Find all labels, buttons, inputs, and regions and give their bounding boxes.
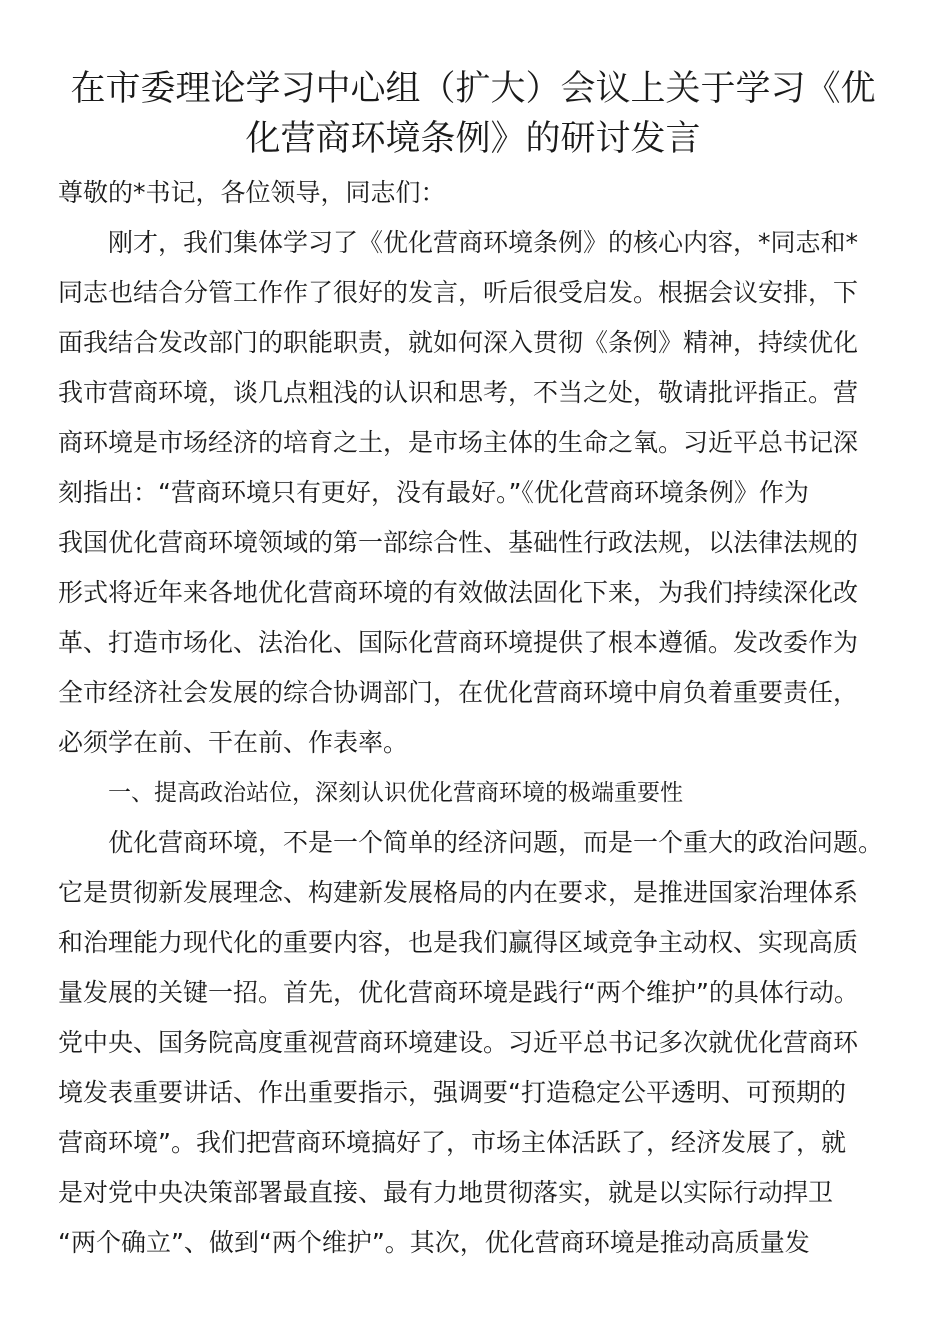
text-line: 我国优化营商环境领域的第一部综合性、基础性行政法规，以法律法规的 [58, 528, 859, 557]
salutation: 尊敬的*书记，各位领导，同志们： [58, 178, 446, 207]
section-heading: 一、提高政治站位，深刻认识优化营商环境的极端重要性 [108, 780, 683, 806]
text-line: 营商环境”。我们把营商环境搞好了，市场主体活跃了，经济发展了，就 [58, 1128, 846, 1157]
text-line: 优化营商环境，不是一个简单的经济问题，而是一个重大的政治问题。 [108, 828, 884, 857]
text-line: 和治理能力现代化的重要内容，也是我们赢得区域竞争主动权、实现高质 [58, 928, 859, 957]
text-line: 必须学在前、干在前、作表率。 [58, 728, 409, 757]
document-title [58, 64, 888, 164]
text-line: 是对党中央决策部署最直接、最有力地贯彻落实，就是以实际行动捍卫 [58, 1178, 834, 1207]
text-line: 我市营商环境，谈几点粗浅的认识和思考，不当之处，敬请批评指正。营 [58, 378, 859, 407]
text-line: 面我结合发改部门的职能职责，就如何深入贯彻《条例》精神，持续优化 [58, 328, 859, 357]
text-line: 它是贯彻新发展理念、构建新发展格局的内在要求，是推进国家治理体系 [58, 878, 859, 907]
document-body [58, 168, 888, 1268]
text-line: 刻指出：“营商环境只有更好，没有最好。”《优化营商环境条例》作为 [58, 478, 809, 507]
title-line-2: 化营商环境条例》的研讨发言 [245, 119, 701, 159]
text-line: 量发展的关键一招。首先，优化营商环境是践行“两个维护”的具体行动。 [58, 978, 859, 1007]
text-line: 刚才，我们集体学习了《优化营商环境条例》的核心内容，*同志和* [108, 228, 859, 257]
text-line: 商环境是市场经济的培育之土，是市场主体的生命之氧。习近平总书记深 [58, 428, 859, 457]
text-line: 同志也结合分管工作作了很好的发言，听后很受启发。根据会议安排，下 [58, 278, 859, 307]
text-line: 革、打造市场化、法治化、国际化营商环境提供了根本遵循。发改委作为 [58, 628, 859, 657]
text-line: 党中央、国务院高度重视营商环境建设。习近平总书记多次就优化营商环 [58, 1028, 859, 1057]
text-line: “两个确立”、做到“两个维护”。其次，优化营商环境是推动高质量发 [58, 1228, 810, 1257]
text-line: 全市经济社会发展的综合协调部门，在优化营商环境中肩负着重要责任， [58, 678, 859, 707]
text-line: 境发表重要讲话、作出重要指示，强调要“打造稳定公平透明、可预期的 [58, 1078, 846, 1107]
text-line: 形式将近年来各地优化营商环境的有效做法固化下来，为我们持续深化改 [58, 578, 859, 607]
title-line-1: 在市委理论学习中心组（扩大）会议上关于学习《优 [70, 69, 876, 109]
